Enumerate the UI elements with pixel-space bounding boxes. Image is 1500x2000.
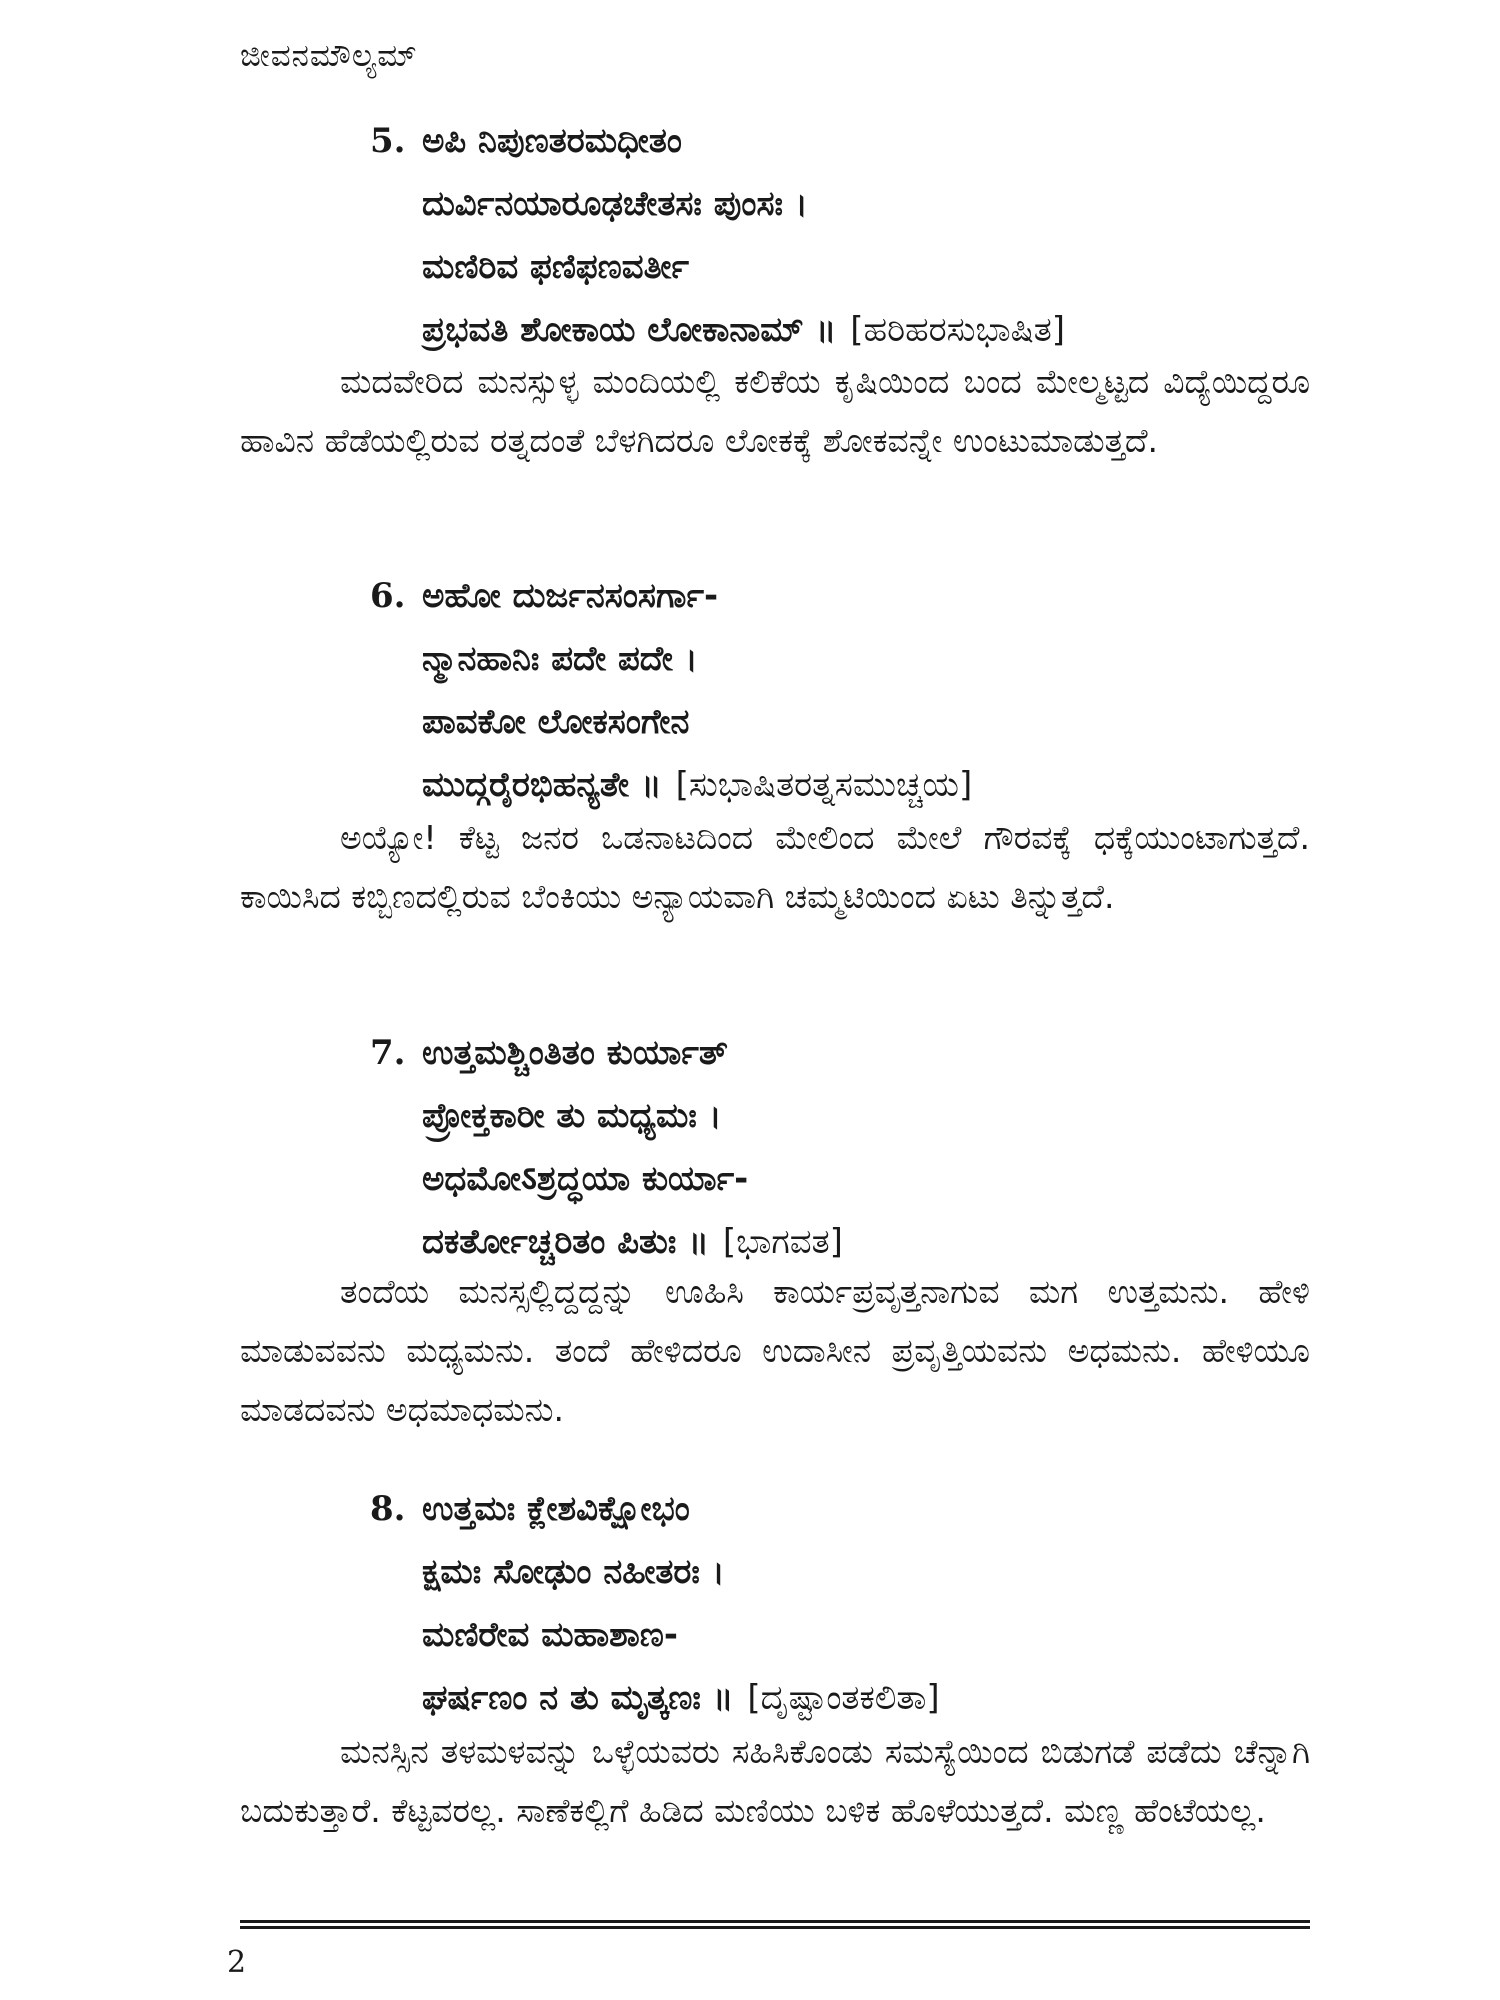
verse-text: ಪ್ರಭವತಿ ಶೋಕಾಯ ಲೋಕಾನಾಮ್ ॥ (422, 310, 837, 350)
verse-8 (370, 1478, 940, 1730)
verse-line: ಕ್ಷಮಃ ಸೋಢುಂ ನಹೀತರಃ । (422, 1552, 725, 1592)
verse-number: 6. (370, 576, 406, 616)
verse-line: ಪ್ರೋಕ್ತಕಾರೀ ತು ಮಧ್ಯಮಃ । (422, 1096, 722, 1136)
verse-7-meaning: ತಂದೆಯ ಮನಸ್ಸಲ್ಲಿದ್ದದ್ದನ್ನು ಊಹಿಸಿ ಕಾರ್ಯಪ್ರವೃತ್ತನಾಗುವ ಮಗ ಉತ್ತಮನು. ಹೇಳಿ ಮಾಡುವವನು ಮಧ್ಯಮನು. ತಂದೆ ಹೇಳಿದರೂ ಉದಾಸೀನ ಪ್ರವೃತ್ತಿಯವನು ಅಧಮನು. ಹೇಳಿಯೂ ಮಾಡದವನು ಅಧಮಾಧಮನು. (240, 1272, 1310, 1429)
verse-line (370, 1667, 940, 1730)
verse-text: ಘರ್ಷಣಂ ನ ತು ಮೃತ್ಕಣಃ ॥ (422, 1678, 734, 1718)
verse-6 (370, 565, 972, 817)
verse-number: 5. (370, 121, 406, 161)
verse-text: ಉತ್ತಮಃ ಕ್ಲೇಶವಿಕ್ಷೋಭಂ (422, 1489, 690, 1529)
verse-line: ಪಾವಕೋ ಲೋಕಸಂಗೇನ (422, 702, 690, 742)
page-number: 2 (227, 1945, 247, 1980)
verse-text: ಮುದ್ಗರೈರಭಿಹನ್ಯತೇ ॥ (422, 765, 662, 805)
verse-text: ಉತ್ತಮಶ್ಚಿಂತಿತಂ ಕುರ್ಯಾತ್ (422, 1033, 728, 1073)
verse-line: ಮಣಿರೇವ ಮಹಾಶಾಣ- (422, 1615, 678, 1655)
verse-5 (370, 110, 1065, 362)
verse-source: [ದೃಷ್ಟಾಂತಕಲಿತಾ] (747, 1678, 940, 1718)
verse-line: ದುರ್ವಿನಯಾರೂಢಚೇತಸಃ ಪುಂಸಃ । (422, 184, 808, 224)
verse-number: 7. (370, 1033, 406, 1073)
footer-rule-top (240, 1920, 1310, 1923)
verse-source: [ಸುಭಾಷಿತರತ್ನಸಮುಚ್ಚಯ] (675, 765, 973, 805)
verse-6-meaning: ಅಯ್ಯೋ! ಕೆಟ್ಟ ಜನರ ಒಡನಾಟದಿಂದ ಮೇಲಿಂದ ಮೇಲೆ ಗೌರವಕ್ಕೆ ಧಕ್ಕೆಯುಂಟಾಗುತ್ತದೆ. ಕಾಯಿಸಿದ ಕಬ್ಬಿಣದಲ್ಲಿರುವ ಬೆಂಕಿಯು ಅನ್ಯಾಯವಾಗಿ ಚಮ್ಮಟಿಯಿಂದ ಏಟು ತಿನ್ನುತ್ತದೆ. (240, 818, 1310, 916)
verse-number: 8. (370, 1489, 406, 1529)
verse-line: ನ್ಮಾನಹಾನಿಃ ಪದೇ ಪದೇ । (422, 639, 698, 679)
verse-text: ಅಪಿ ನಿಪುಣತರಮಧೀತಂ (422, 121, 682, 161)
footer-rule-bottom (240, 1926, 1310, 1929)
running-header: ಜೀವನಮೌಲ್ಯಮ್ (240, 38, 418, 74)
verse-text: ದಕರ್ತೋಚ್ಚರಿತಂ ಪಿತುಃ ॥ (422, 1222, 709, 1262)
verse-8-meaning: ಮನಸ್ಸಿನ ತಳಮಳವನ್ನು ಒಳ್ಳೆಯವರು ಸಹಿಸಿಕೊಂಡು ಸಮಸ್ಯೆಯಿಂದ ಬಿಡುಗಡೆ ಪಡೆದು ಚೆನ್ನಾಗಿ ಬದುಕುತ್ತಾರೆ. ಕೆಟ್ಟವರಲ್ಲ. ಸಾಣೆಕಲ್ಲಿಗೆ ಹಿಡಿದ ಮಣಿಯು ಬಳಿಕ ಹೊಳೆಯುತ್ತದೆ. ಮಣ್ಣ ಹೆಂಟೆಯಲ್ಲ. (240, 1732, 1310, 1830)
verse-source: [ಹರಿಹರಸುಭಾಷಿತ] (850, 310, 1066, 350)
verse-5-meaning: ಮದವೇರಿದ ಮನಸ್ಸುಳ್ಳ ಮಂದಿಯಲ್ಲಿ ಕಲಿಕೆಯ ಕೃಷಿಯಿಂದ ಬಂದ ಮೇಲ್ಮಟ್ಟದ ವಿದ್ಯೆಯಿದ್ದರೂ ಹಾವಿನ ಹೆಡೆಯಲ್ಲಿರುವ ರತ್ನದಂತೆ ಬೆಳಗಿದರೂ ಲೋಕಕ್ಕೆ ಶೋಕವನ್ನೇ ಉಂಟುಮಾಡುತ್ತದೆ. (240, 362, 1310, 460)
verse-text: ಅಹೋ ದುರ್ಜನಸಂಸರ್ಗಾ- (422, 576, 719, 616)
verse-line (370, 1022, 843, 1085)
verse-line: ಅಧಮೋऽಶ್ರದ್ಧಯಾ ಕುರ್ಯಾ- (422, 1159, 749, 1199)
verse-line (370, 1478, 940, 1541)
verse-7 (370, 1022, 843, 1274)
verse-line (370, 110, 1065, 173)
verse-line (370, 565, 972, 628)
verse-line: ಮಣಿರಿವ ಫಣಿಫಣವರ್ತೀ (422, 247, 690, 287)
verse-source: [ಭಾಗವತ] (722, 1222, 843, 1262)
